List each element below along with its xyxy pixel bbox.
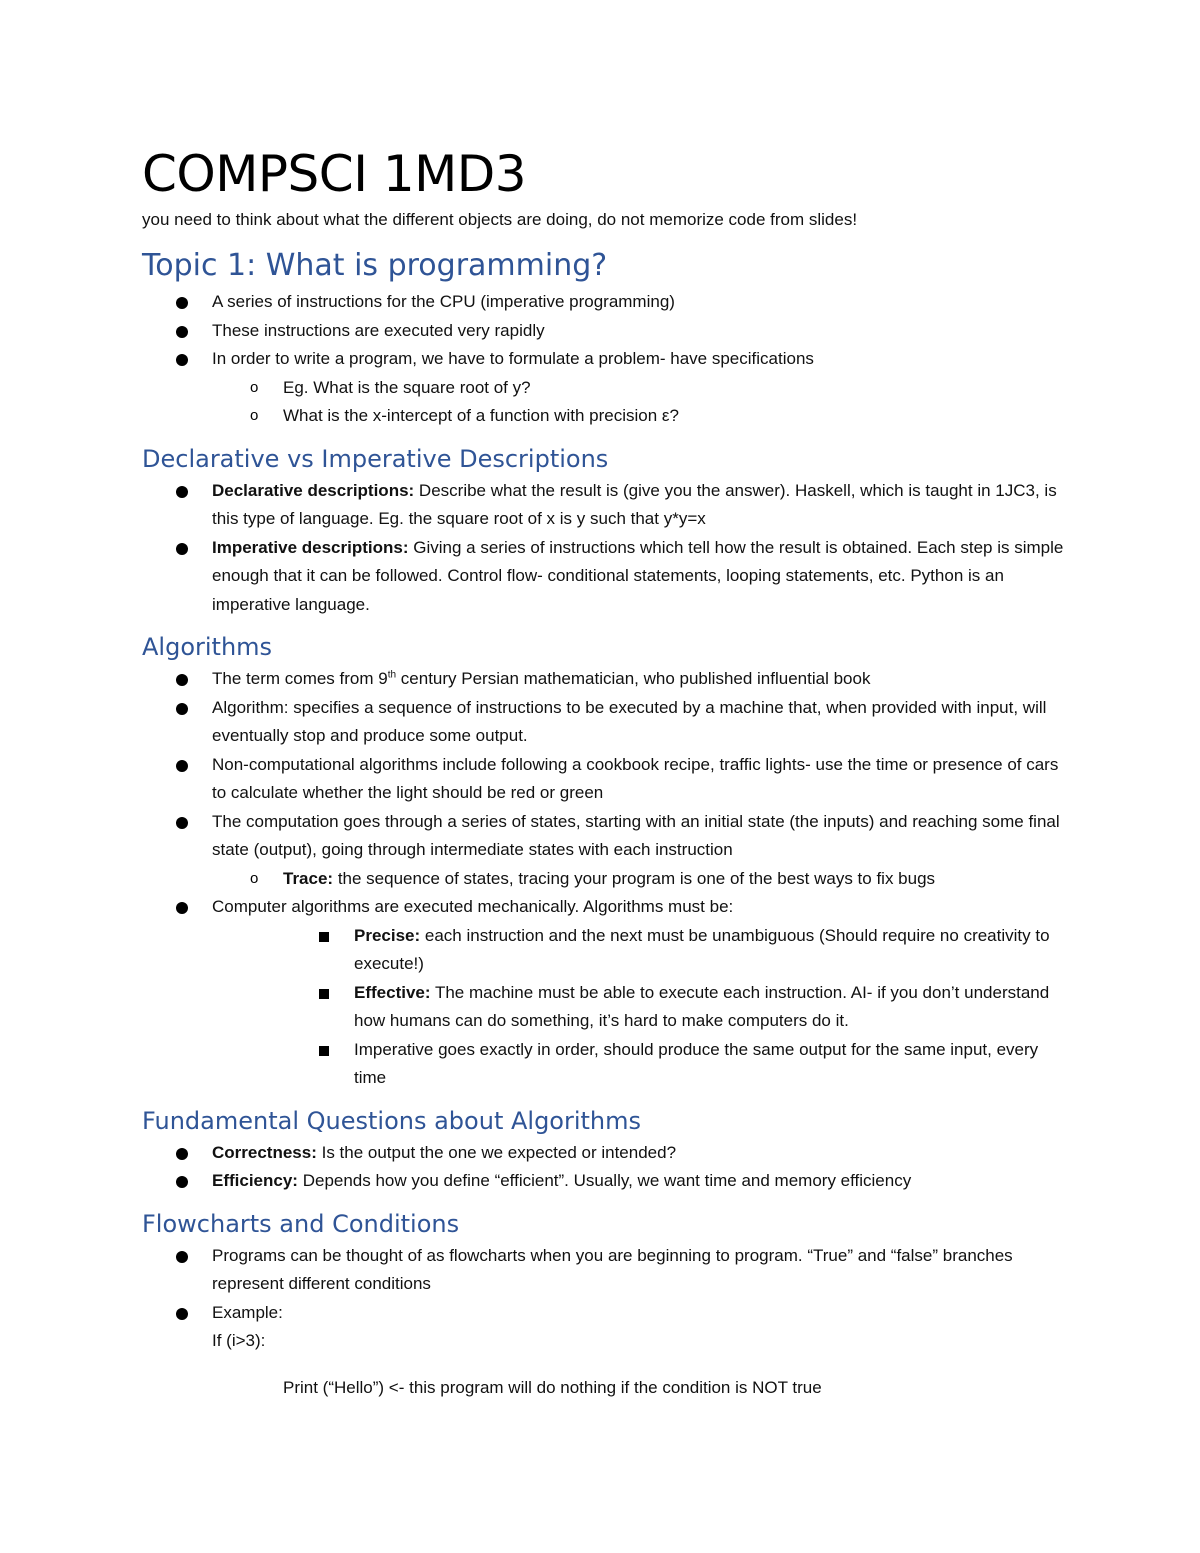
- list-item: Effective: The machine must be able to execute each instruction. AI- if you don’t understand how humans can do something, it’s hard to make computers do it.: [142, 979, 1072, 1036]
- list-item: Correctness: Is the output the one we expected or intended?: [142, 1139, 1072, 1168]
- topic1-list: [142, 288, 1072, 374]
- bullet-dot-icon: [176, 1251, 188, 1263]
- fundamental-list: [142, 1139, 1072, 1196]
- bullet-square-icon: [319, 932, 329, 942]
- list-item: Example: If (i>3):: [142, 1299, 1072, 1356]
- bullet-dot-icon: [176, 543, 188, 555]
- document-title: COMPSCI 1MD3: [142, 145, 527, 203]
- code-print-line: Print (“Hello”) <- this program will do nothing if the condition is NOT true: [283, 1377, 822, 1397]
- list-item: The computation goes through a series of states, starting with an initial state (the inputs) and reaching some final state (output), going through intermediate states with each instruction: [142, 808, 1072, 865]
- bullet-circle-icon: o: [250, 378, 259, 396]
- list-item: The term comes from 9th century Persian mathematician, who published influential book: [142, 665, 1072, 694]
- list-item: o What is the x-intercept of a function with precision ε?: [142, 402, 1072, 431]
- bullet-dot-icon: [176, 486, 188, 498]
- algorithms-heading: Algorithms: [142, 633, 273, 661]
- list-item: Declarative descriptions: Describe what the result is (give you the answer). Haskell, which is taught in 1JC3, is this type of language. Eg. the square root of x is y such that y*y=x: [142, 477, 1072, 534]
- list-item: Non-computational algorithms include following a cookbook recipe, traffic lights- use the time or presence of cars to calculate whether the light should be red or green: [142, 751, 1072, 808]
- list-item: In order to write a program, we have to formulate a problem- have specifications: [142, 345, 1072, 374]
- topic1-sublist: [142, 374, 1072, 431]
- list-item: Imperative goes exactly in order, should produce the same output for the same input, every time: [142, 1036, 1072, 1093]
- list-item: Efficiency: Depends how you define “efficient”. Usually, we want time and memory efficiency: [142, 1167, 1072, 1196]
- bullet-dot-icon: [176, 1148, 188, 1160]
- list-item: Algorithm: specifies a sequence of instructions to be executed by a machine that, when provided with input, will eventually stop and produce some output.: [142, 694, 1072, 751]
- bullet-dot-icon: [176, 1176, 188, 1188]
- list-item: These instructions are executed very rapidly: [142, 317, 1072, 346]
- bullet-dot-icon: [176, 703, 188, 715]
- bullet-dot-icon: [176, 326, 188, 338]
- flowcharts-list: [142, 1242, 1072, 1356]
- code-if-line: If (i>3):: [212, 1331, 266, 1350]
- bullet-dot-icon: [176, 674, 188, 686]
- document-subtitle: you need to think about what the different objects are doing, do not memorize code from slides!: [142, 210, 858, 229]
- list-item: Imperative descriptions: Giving a series of instructions which tell how the result is obtained. Each step is simple enough that it can be followed. Control flow- conditional statements, looping statements, etc. Python is an imperative language.: [142, 534, 1072, 620]
- algorithms-sublist: [142, 865, 1072, 894]
- algorithms-list: [142, 665, 1072, 865]
- bullet-dot-icon: [176, 817, 188, 829]
- algorithms-list-continued: [142, 893, 1072, 922]
- algorithms-requirements-list: [142, 922, 1072, 1093]
- declarative-heading: Declarative vs Imperative Descriptions: [142, 444, 609, 473]
- bullet-dot-icon: [176, 354, 188, 366]
- flowcharts-heading: Flowcharts and Conditions: [142, 1209, 460, 1238]
- bullet-dot-icon: [176, 760, 188, 772]
- list-item: A series of instructions for the CPU (imperative programming): [142, 288, 1072, 317]
- bullet-dot-icon: [176, 1308, 188, 1320]
- list-item: Programs can be thought of as flowcharts when you are beginning to program. “True” and “false” branches represent different conditions: [142, 1242, 1072, 1299]
- topic1-heading: Topic 1: What is programming?: [142, 248, 608, 283]
- document-page: [142, 140, 1072, 1402]
- bullet-square-icon: [319, 989, 329, 999]
- list-item: o Trace: the sequence of states, tracing your program is one of the best ways to fix bugs: [142, 865, 1072, 894]
- bullet-square-icon: [319, 1046, 329, 1056]
- fundamental-heading: Fundamental Questions about Algorithms: [142, 1106, 642, 1135]
- bullet-circle-icon: o: [250, 407, 259, 424]
- list-item: Precise: each instruction and the next must be unambiguous (Should require no creativity to execute!): [142, 922, 1072, 979]
- bullet-dot-icon: [176, 902, 188, 914]
- list-item: Computer algorithms are executed mechanically. Algorithms must be:: [142, 893, 1072, 922]
- declarative-list: [142, 477, 1072, 620]
- list-item: o Eg. What is the square root of y?: [142, 374, 1072, 403]
- bullet-circle-icon: o: [250, 869, 259, 887]
- bullet-dot-icon: [176, 297, 188, 309]
